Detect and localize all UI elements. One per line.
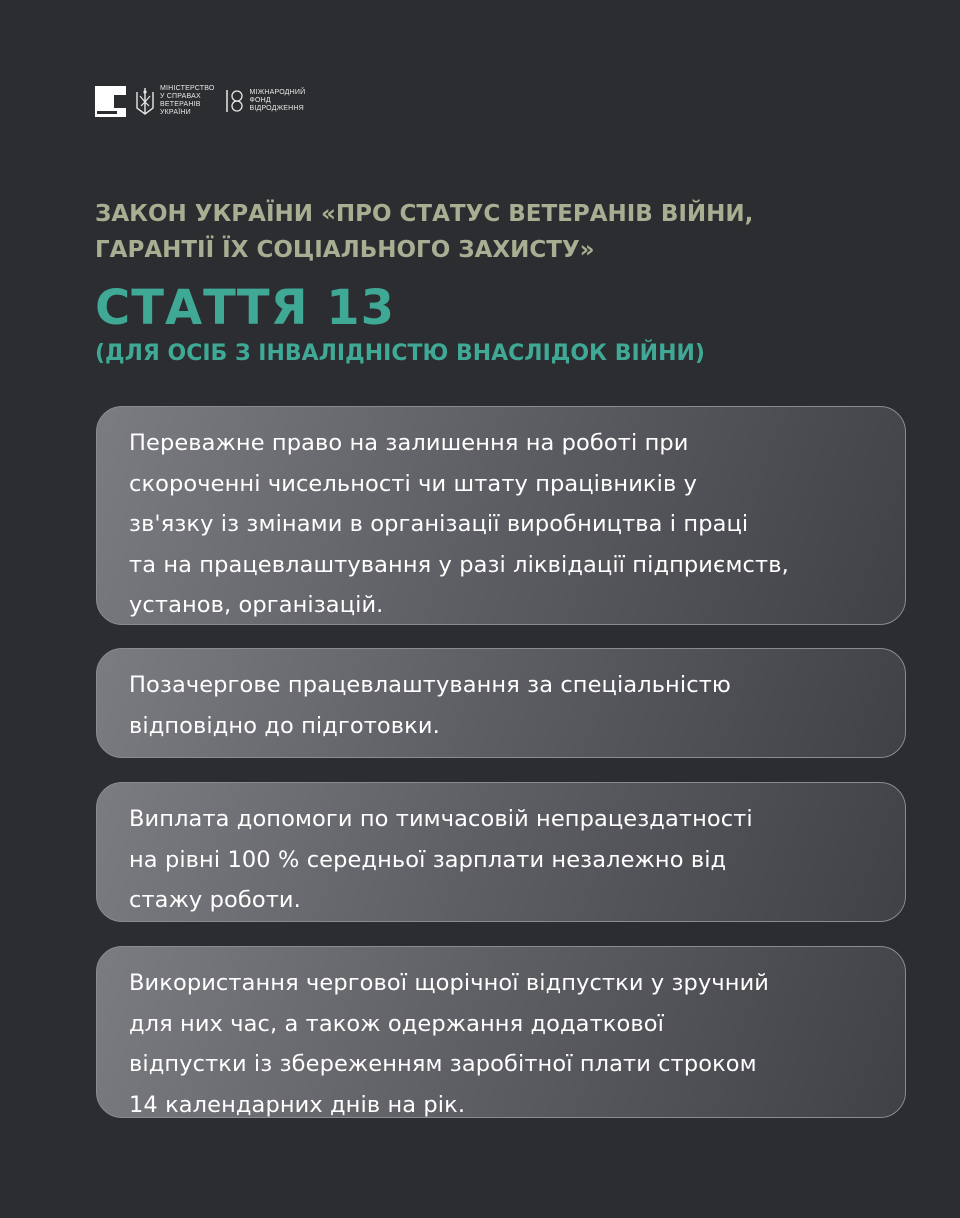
article-subtitle: (ДЛЯ ОСІБ З ІНВАЛІДНІСТЮ ВНАСЛІДОК ВІЙНИ) — [95, 341, 705, 366]
benefit-text: Позачергове працевлаштування за спеціальністю відповідно до підготовки. — [129, 672, 731, 739]
renaissance-fund-logo — [225, 88, 306, 114]
article-title: СТАТТЯ 13 — [95, 280, 396, 336]
benefit-text: Виплата допомоги по тимчасовій непрацездатності на рівні 100 % середньої зарплати незалежно від стажу роботи. — [129, 806, 753, 913]
fund-mark-icon — [225, 88, 245, 114]
benefit-card-3 — [96, 782, 906, 922]
law-title — [95, 196, 915, 268]
law-title-line: ЗАКОН УКРАЇНИ «ПРО СТАТУС ВЕТЕРАНІВ ВІЙНИ, — [95, 201, 754, 227]
benefit-card-4 — [96, 946, 906, 1118]
law-title-line: ГАРАНТІЇ ЇХ СОЦІАЛЬНОГО ЗАХИСТУ» — [95, 237, 595, 263]
partner-logos — [95, 85, 305, 117]
veterans-fund-logo — [95, 86, 126, 117]
fund-name: МІЖНАРОДНИЙ ФОНД ВІДРОДЖЕННЯ — [249, 89, 306, 112]
benefit-card-1 — [96, 406, 906, 625]
benefit-text: Використання чергової щорічної відпустки у зручний для них час, а також одержання додаткової відпустки із збереженням заробітної плати строком 14 календарних днів на рік. — [129, 970, 770, 1118]
ministry-logo — [134, 85, 215, 117]
benefit-card-2 — [96, 648, 906, 758]
benefit-text: Переважне право на залишення на роботі при скороченні чисельності чи штату працівників у зв'язку із змінами в організації виробництва і праці та на працевлаштування у разі ліквідації підприємств, установ, організацій. — [129, 430, 789, 618]
ministry-emblem-icon — [134, 86, 156, 116]
ministry-name: МІНІСТЕРСТВО У СПРАВАХ ВЕТЕРАНІВ УКРАЇНИ — [160, 85, 215, 116]
